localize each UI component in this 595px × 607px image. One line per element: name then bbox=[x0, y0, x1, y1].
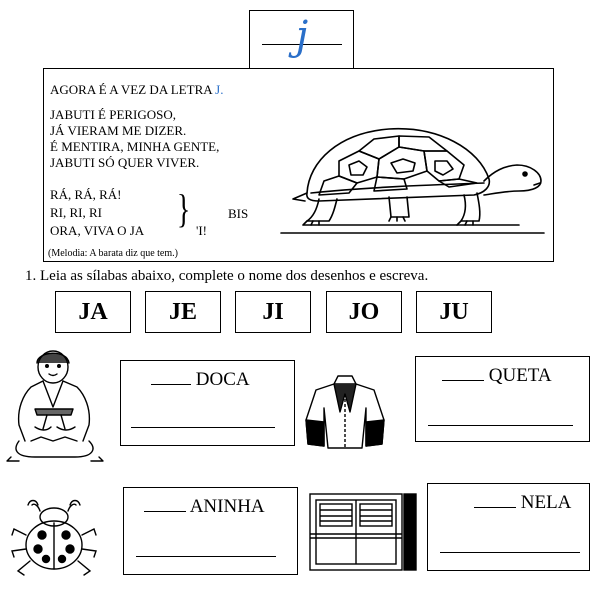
word-card-nela bbox=[427, 483, 590, 571]
word-ending: DOCA bbox=[195, 369, 250, 390]
writing-line[interactable] bbox=[136, 556, 276, 557]
syllable-box-ju: JU bbox=[416, 291, 492, 333]
poem-line: RÁ, RÁ, RÁ! bbox=[50, 187, 122, 202]
writing-line[interactable] bbox=[440, 552, 580, 553]
word-card-aninha bbox=[123, 487, 298, 575]
word-ending: QUETA bbox=[488, 365, 552, 386]
poem-box bbox=[43, 68, 554, 262]
word-card-doca bbox=[120, 360, 295, 446]
poem-line: ORA, VIVA O JA bbox=[50, 223, 145, 238]
syllable-blank[interactable] bbox=[442, 380, 484, 381]
word-ending: NELA bbox=[520, 492, 572, 513]
header-letter: j bbox=[295, 13, 309, 59]
syllable-blank[interactable] bbox=[144, 511, 186, 512]
ladybug-illustration bbox=[8, 495, 100, 579]
curly-brace: } bbox=[176, 186, 191, 231]
poem-line: JABUTI SÓ QUER VIVER. bbox=[50, 155, 200, 170]
syllable-box-ji: JI bbox=[235, 291, 311, 333]
poem-title: AGORA É A VEZ DA LETRA J. bbox=[50, 82, 224, 97]
syllable-box-je: JE bbox=[145, 291, 221, 333]
word-line bbox=[442, 365, 552, 387]
instruction-text: 1. Leia as sílabas abaixo, complete o nome dos desenhos e escreva. bbox=[25, 268, 429, 284]
poem-line: É MENTIRA, MINHA GENTE, bbox=[50, 139, 220, 154]
window-illustration bbox=[306, 490, 420, 574]
poem-brace-suffix: 'I! bbox=[196, 223, 208, 238]
jacket-illustration bbox=[302, 372, 388, 452]
word-ending: ANINHA bbox=[189, 496, 265, 517]
word-line bbox=[144, 496, 265, 518]
writing-line[interactable] bbox=[428, 425, 573, 426]
judo-kid-illustration bbox=[5, 345, 105, 463]
syllable-blank[interactable] bbox=[151, 384, 191, 385]
poem-melody: (Melodia: A barata diz que tem.) bbox=[48, 248, 178, 259]
poem-line: JÁ VIERAM ME DIZER. bbox=[50, 123, 187, 138]
poem-bis: BIS bbox=[228, 206, 249, 221]
word-card-queta bbox=[415, 356, 590, 442]
syllable-box-jo: JO bbox=[326, 291, 402, 333]
poem-title-letter: J. bbox=[215, 82, 224, 97]
letter-header-box bbox=[249, 10, 354, 70]
word-line bbox=[474, 492, 571, 514]
poem-stanza-2 bbox=[50, 187, 144, 239]
poem-line: JABUTI É PERIGOSO, bbox=[50, 107, 177, 122]
poem-line: RI, RI, RI bbox=[50, 205, 102, 220]
syllable-box-ja: JA bbox=[55, 291, 131, 333]
syllable-blank[interactable] bbox=[474, 507, 516, 508]
poem-stanza-1 bbox=[50, 107, 219, 171]
word-line bbox=[151, 369, 250, 391]
writing-line[interactable] bbox=[131, 427, 275, 428]
turtle-illustration bbox=[279, 121, 549, 241]
